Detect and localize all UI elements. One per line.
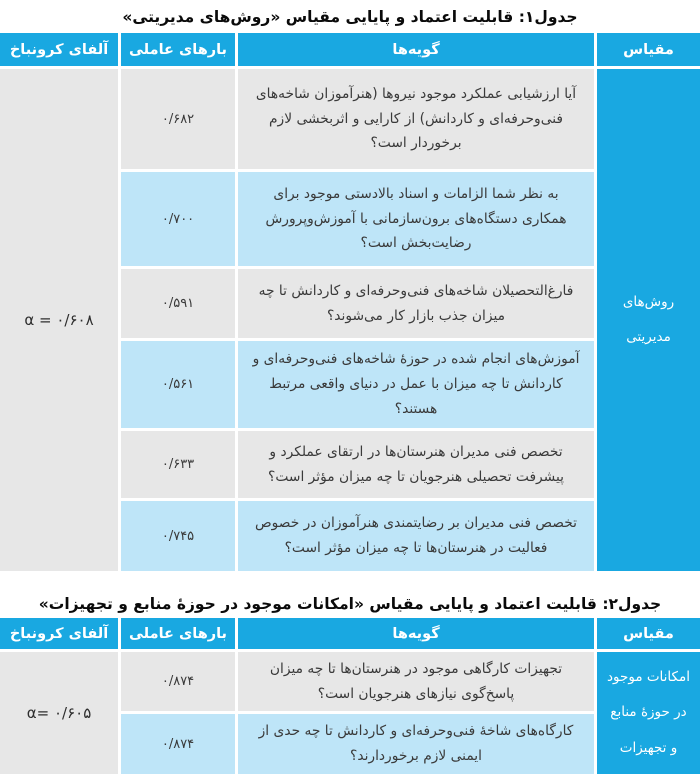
table1-row1-item: آیا ارزشیابی عملکرد موجود نیروها (هنرآموزان شاخه‌های فنی‌وحرفه‌ای و کاردانش) از کارایی و اثربخشی لازم برخوردار است؟ (238, 69, 594, 169)
table2-header-loadings: بارهای عاملی (121, 618, 235, 649)
table1-alpha-cell: α = ۰/۶۰۸ (0, 69, 118, 571)
table1-row3-item: فارغ‌التحصیلان شاخه‌های فنی‌وحرفه‌ای و کاردانش تا چه میزان جذب بازار کار می‌شوند؟ (238, 269, 594, 338)
table1-header-alpha: آلفای کرونباخ (0, 33, 118, 66)
table1-header-scale: مقیاس (597, 33, 700, 66)
table1-header-loadings: بارهای عاملی (121, 33, 235, 66)
table1-row6-loading: ۰/۷۴۵ (121, 501, 235, 571)
table2-header-scale: مقیاس (597, 618, 700, 649)
table2-row2-loading: ۰/۸۷۴ (121, 714, 235, 774)
table2-row2-item: کارگاه‌های شاخهٔ فنی‌وحرفه‌ای و کاردانش تا چه حدی از ایمنی لازم برخوردارند؟ (238, 714, 594, 774)
table1-row5-item: تخصص فنی مدیران هنرستان‌ها در ارتقای عملکرد و پیشرفت تحصیلی هنرجویان تا چه میزان مؤثر است؟ (238, 431, 594, 498)
table1-row2-item: به نظر شما الزامات و اسناد بالادستی موجود برای همکاری دستگاه‌های برون‌سازمانی با آموزش‌وپرورش رضایت‌بخش است؟ (238, 172, 594, 266)
table2-row1-loading: ۰/۸۷۴ (121, 652, 235, 711)
table1-title: جدول۱: قابلیت اعتماد و پایایی مقیاس «روش‌های مدیریتی» (122, 8, 578, 26)
table1-row4-item: آموزش‌های انجام شده در حوزهٔ شاخه‌های فنی‌وحرفه‌ای و کاردانش تا چه میزان با عمل در دنیای واقعی مرتبط هستند؟ (238, 341, 594, 428)
table1-header-items: گویه‌ها (238, 33, 594, 66)
table1-row4-loading: ۰/۵۶۱ (121, 341, 235, 428)
table1 (0, 33, 700, 571)
table1-row3-loading: ۰/۵۹۱ (121, 269, 235, 338)
table1-row5-loading: ۰/۶۳۳ (121, 431, 235, 498)
table2-header-items: گویه‌ها (238, 618, 594, 649)
table2 (0, 618, 700, 774)
table2-scale-cell: امکانات موجود در حوزهٔ منابع و تجهیزات (597, 652, 700, 774)
table2-title: جدول۲: قابلیت اعتماد و پایایی مقیاس «امکانات موجود در حوزهٔ منابع و تجهیزات» (38, 595, 662, 613)
table2-alpha-cell: α= ۰/۶۰۵ (0, 652, 118, 774)
table1-scale-cell: روش‌های مدیریتی (597, 69, 700, 571)
table1-row2-loading: ۰/۷۰۰ (121, 172, 235, 266)
table1-row6-item: تخصص فنی مدیران بر رضایتمندی هنرآموزان در خصوص فعالیت در هنرستان‌ها تا چه میزان مؤثر است؟ (238, 501, 594, 571)
table1-row1-loading: ۰/۶۸۲ (121, 69, 235, 169)
table2-header-alpha: آلفای کرونباخ (0, 618, 118, 649)
table2-row1-item: تجهیزات کارگاهی موجود در هنرستان‌ها تا چه میزان پاسخ‌گوی نیازهای هنرجویان است؟ (238, 652, 594, 711)
